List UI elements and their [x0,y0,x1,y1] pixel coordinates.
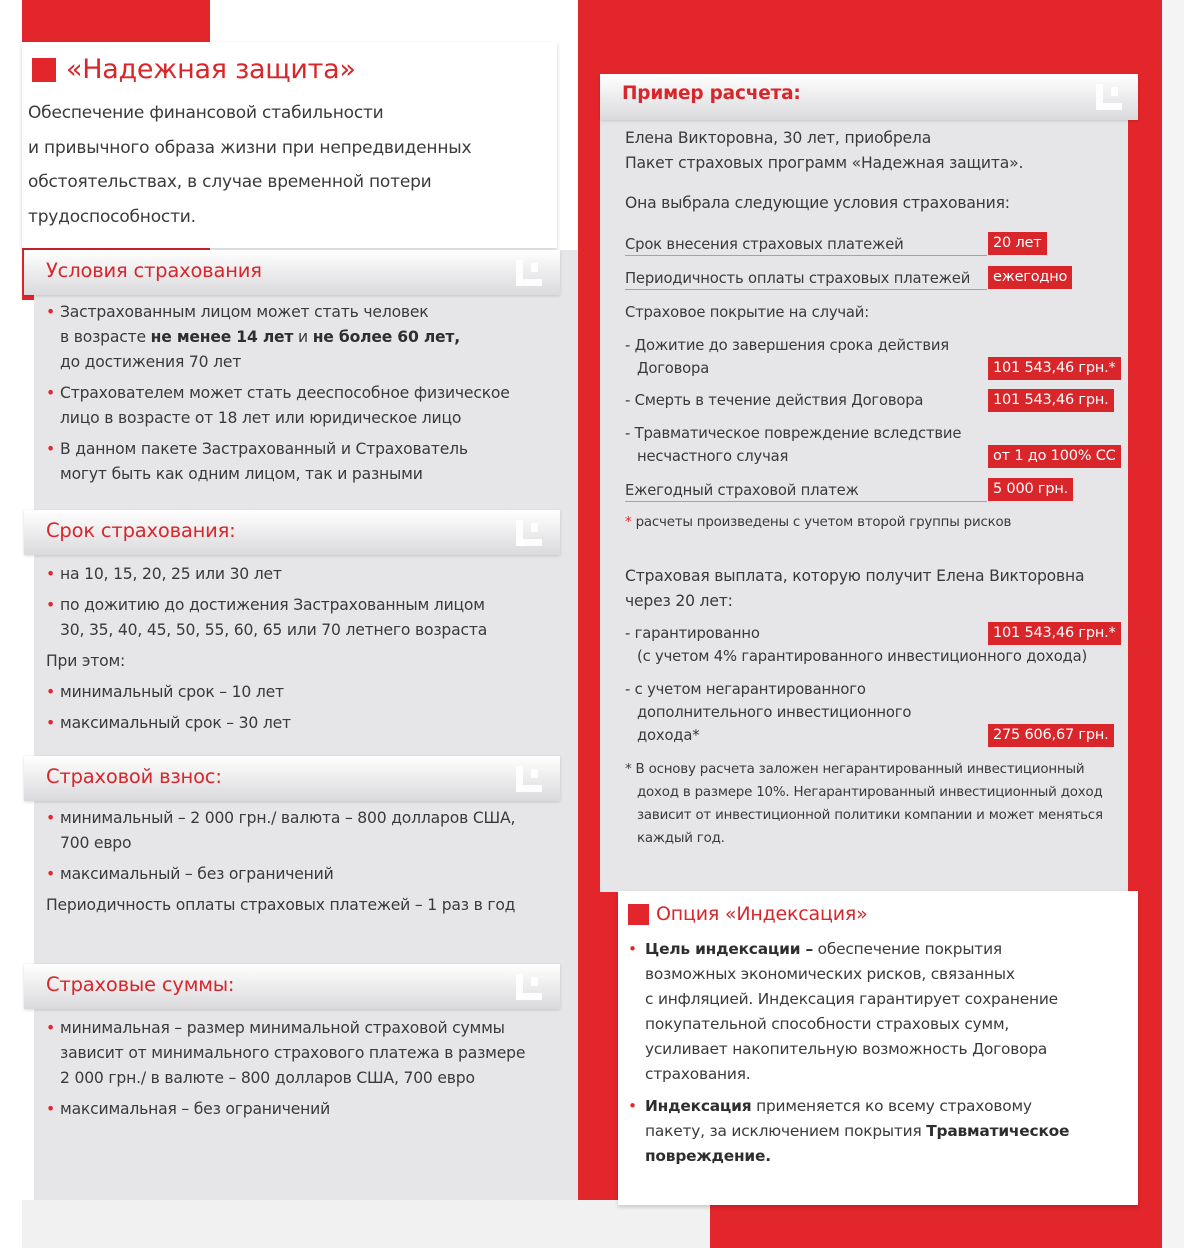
list-item: • максимальный – без ограничений [46,862,566,887]
list-item: • Страхователем может стать дееспособное физическое лицо в возрасте от 18 лет или юридическое лицо [46,381,566,431]
list-item: • по дожитию до достижения Застрахованным лицом 30, 35, 40, 45, 50, 55, 60, 65 или 70 летнего возраста [46,593,566,643]
sums-header [24,964,560,1009]
list-item: • на 10, 15, 20, 25 или 30 лет [46,562,566,587]
term-row-value: 20 лет [988,232,1047,255]
periodicity-row-label: Периодичность оплаты страховых платежей [625,266,987,288]
intro-text: Обеспечение финансовой стабильности и привычного образа жизни при непредвиденных обстоятельствах, в случае временной потери трудоспособности. [28,103,472,227]
annual-payment-value: 5 000 грн. [988,478,1073,501]
coverage-survival-value: 101 543,46 грн.* [988,357,1121,380]
coverage-injury: - Травматическое повреждение вследствие несчастного случая [625,425,962,465]
list-item: • максимальный срок – 30 лет [46,711,566,736]
payout-guaranteed-value: 101 543,46 грн.* [988,622,1121,645]
coverage-death: - Смерть в течение действия Договора [625,392,924,409]
list-item: • минимальный – 2 000 грн./ валюта – 800 долларов США, 700 евро [46,806,566,856]
example-title: Пример расчета: [622,83,801,104]
term-title: Срок страхования: [46,519,236,542]
list-item: • максимальная – без ограничений [46,1097,566,1122]
list-item: • Индексация применяется ко всему страховому пакету, за исключением покрытия Травматическое повреждение. [628,1094,1128,1169]
premium-title: Страховой взнос: [46,765,222,788]
periodicity-row-value: ежегодно [988,266,1072,289]
example-header [600,74,1138,120]
bottom-strip [22,1200,710,1248]
right-page-edge [1162,0,1184,1248]
logo-icon [516,766,542,792]
logo-icon [516,260,542,286]
indexation-box [618,891,1138,1205]
term-note: При этом: [46,652,126,670]
payout-guaranteed: - гарантированно (с учетом 4% гарантированного инвестиционного дохода) [625,625,1088,665]
term-list [46,562,566,736]
indexation-title: Опция «Индексация» [656,903,868,925]
list-item: • В данном пакете Застрахованный и Страхователь могут быть как одним лицом, так и разными [46,437,566,487]
page-title: «Надежная защита» [66,54,356,85]
indexation-list [628,937,1128,1169]
list-item: • минимальный срок – 10 лет [46,680,566,705]
payout-title: Страховая выплата, которую получит Елена Викторовна через 20 лет: [625,567,1085,610]
conditions-title: Условия страхования [46,259,262,282]
title-square-icon [32,58,56,82]
intro-box [22,42,557,248]
footnote-risks: * расчеты произведены с учетом второй группы рисков [625,515,1012,530]
logo-icon [516,974,542,1000]
term-header [24,510,560,555]
footnote-investment: * В основу расчета заложен негарантированный инвестиционный доход в размере 10%. Негарантированный инвестиционный доход зависит от инвестиционной политики компании и может меняться каждый год. [625,762,1103,846]
sums-list [46,1016,566,1122]
payout-nonguaranteed: - с учетом негарантированного дополнительного инвестиционного дохода* [625,681,912,744]
coverage-title: Страховое покрытие на случай: [625,304,869,321]
coverage-injury-value: от 1 до 100% СС [988,445,1121,468]
conditions-header [24,250,560,295]
conditions-list [46,300,566,487]
list-item: • Цель индексации – обеспечение покрытия возможных экономических рисков, связанных с инфляцией. Индексация гарантирует сохранение покупательной способности страховых сумм, усиливает накопительную возможность Договора страхования. [628,937,1128,1087]
term-row-label: Срок внесения страховых платежей [625,232,987,254]
premium-note: Периодичность оплаты страховых платежей – 1 раз в год [46,896,516,914]
coverage-survival: - Дожитие до завершения срока действия Договора [625,337,949,377]
indexation-square-icon [628,904,649,925]
premium-header [24,756,560,801]
list-item: • Застрахованным лицом может стать человек в возрасте не менее 14 лет и не более 60 лет, до достижения 70 лет [46,300,566,375]
logo-icon [1096,84,1122,110]
sums-title: Страховые суммы: [46,973,235,996]
logo-icon [516,520,542,546]
payout-nonguaranteed-value: 275 606,67 грн. [988,724,1114,747]
annual-payment-label: Ежегодный страховой платеж [625,478,987,500]
example-choice: Она выбрала следующие условия страхования: [625,194,1010,212]
coverage-death-value: 101 543,46 грн. [988,389,1114,412]
premium-list [46,806,566,918]
example-intro: Елена Викторовна, 30 лет, приобрела Пакет страховых программ «Надежная защита». [625,129,1024,172]
list-item: • минимальная – размер минимальной страховой суммы зависит от минимального страхового платежа в размере 2 000 грн./ в валюте – 800 долларов США, 700 евро [46,1016,566,1091]
